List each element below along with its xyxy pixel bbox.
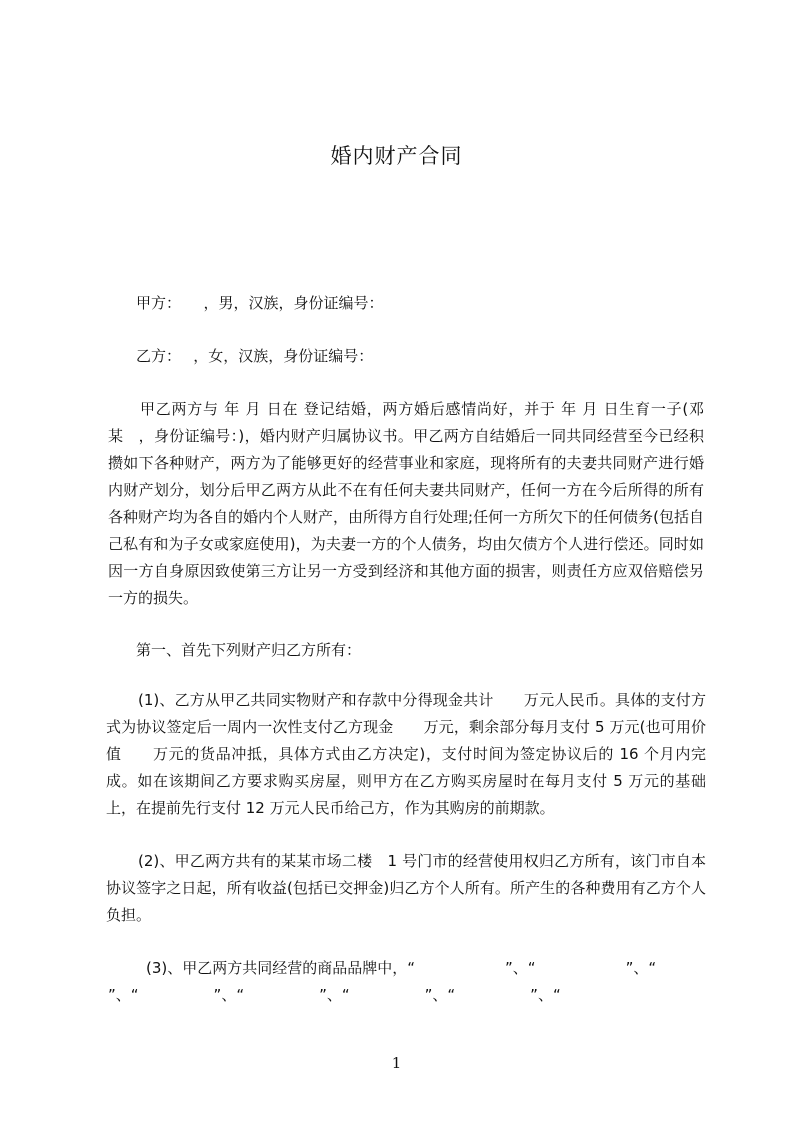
party-a-line: 甲方： ，男，汉族，身份证编号： xyxy=(136,294,384,312)
clause-item-3-line2: ”、“ ”、“ ”、“ ”、“ ”、“ xyxy=(108,986,561,1004)
clause-item-2: (2)、甲乙两方共有的某某市场二楼 1 号门市的经营使用权归乙方所有，该门市自本协议签字之日起，所有收益(包括已交押金)归乙方个人所有。所产生的各种费用有乙方个人负担。 xyxy=(106,852,706,924)
party-b-line: 乙方： ，女，汉族，身份证编号： xyxy=(136,347,374,365)
page-number: 1 xyxy=(391,1054,402,1072)
clause-item-1: (1)、乙方从甲乙共同实物财产和存款中分得现金共计 万元人民币。具体的支付方式为协议签定后一周内一次性支付乙方现金 万元，剩余部分每月支付 5 万元(也可用价值 万元的货品冲抵，具体方式由乙方决定)，支付时间为签定协议后的 16 个月内完成。如在该期间乙方要求购买房屋，则甲方在乙方购买房屋时在每月支付 5 万元的基础上，在提前先行支付 12 万元人民币给己方，作为其购房的前期款。 xyxy=(106,691,706,817)
section-one-heading: 第一、首先下列财产归乙方所有： xyxy=(136,641,362,659)
clause-item-3-line1: (3)、甲乙两方共同经营的商品品牌中，“ ”、“ ”、“ xyxy=(146,959,657,977)
preamble-paragraph: 甲乙两方与 年 月 日在 登记结婚，两方婚后感情尚好，并于 年 月 日生育一子(邓某 ，身份证编号：)，婚内财产归属协议书。甲乙两方自结婚后一同共同经营至今已经积攒如下各种财产，两方为了能够更好的经营事业和家庭，现将所有的夫妻共同财产进行婚内财产划分，划分后甲乙两方从此不在有任何夫妻共同财产，任何一方在今后所得的所有各种财产均为各自的婚内个人财产，由所得方自行处理;任何一方所欠下的任何债务(包括自己私有和为子女或家庭使用)，为夫妻一方的个人债务，均由欠债方个人进行偿还。同时如因一方自身原因致使第三方让另一方受到经济和其他方面的损害，则责任方应双倍赔偿另一方的损失。 xyxy=(108,400,704,607)
document-title: 婚内财产合同 xyxy=(330,144,463,168)
